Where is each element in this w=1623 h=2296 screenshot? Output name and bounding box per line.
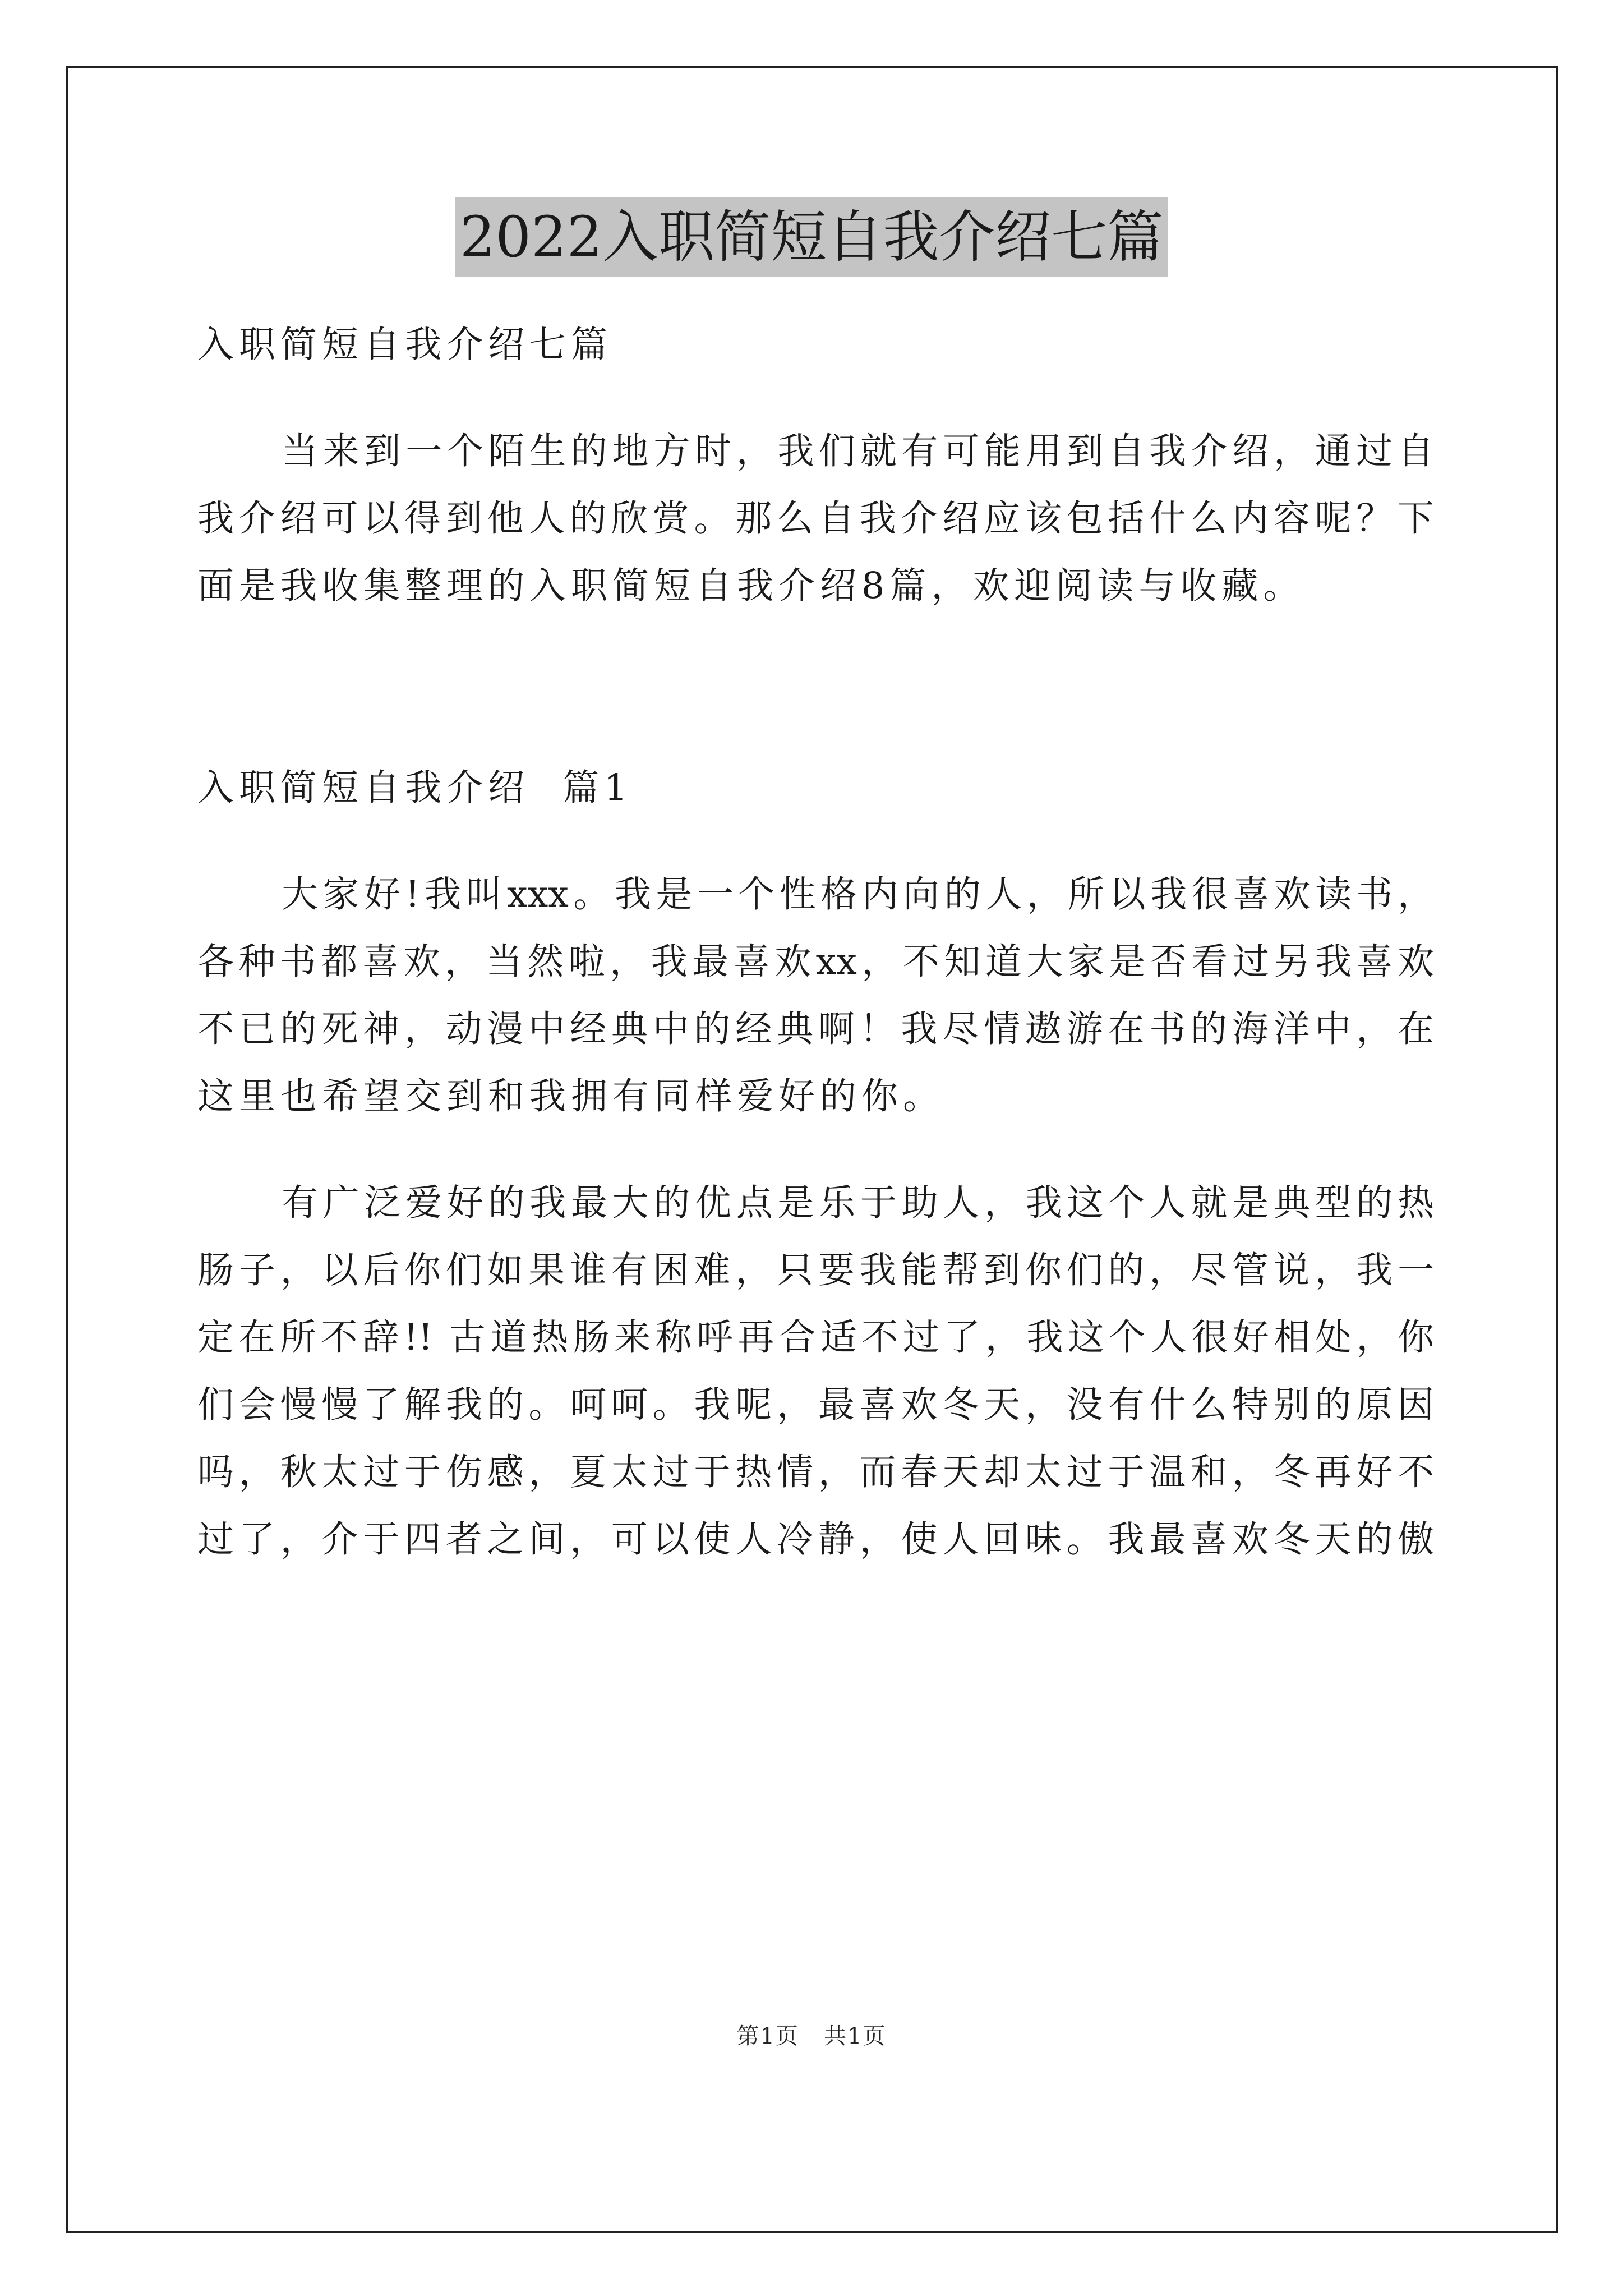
- paragraph-line: 肠子，以后你们如果谁有困难，只要我能帮到你们的，尽管说，我一: [197, 1249, 1434, 1291]
- paragraph-line: 大家好!我叫xxx。我是一个性格内向的人，所以我很喜欢读书，: [282, 873, 1434, 915]
- page-footer: 第1页 共1页: [736, 2023, 887, 2049]
- paragraph-line: 定在所不辞!! 古道热肠来称呼再合适不过了，我这个人很好相处，你: [197, 1317, 1434, 1359]
- intro-line: 面是我收集整理的入职简短自我介绍8篇，欢迎阅读与收藏。: [197, 565, 1305, 607]
- title-container: [0, 197, 1623, 277]
- paragraph-line: 各种书都喜欢，当然啦，我最喜欢xx，不知道大家是否看过另我喜欢: [197, 941, 1434, 983]
- intro-line: 我介绍可以得到他人的欣赏。那么自我介绍应该包括什么内容呢？下: [197, 498, 1434, 540]
- paragraph-line: 们会慢慢了解我的。呵呵。我呢，最喜欢冬天，没有什么特别的原因: [197, 1384, 1434, 1426]
- paragraph-line: 这里也希望交到和我拥有同样爱好的你。: [197, 1075, 945, 1117]
- paragraph-line: 过了，介于四者之间，可以使人冷静，使人回味。我最喜欢冬天的傲: [197, 1519, 1434, 1561]
- document-title: 2022入职简短自我介绍七篇: [455, 197, 1168, 277]
- paragraph-line: 吗，秋太过于伤感，夏太过于热情，而春天却太过于温和，冬再好不: [197, 1451, 1434, 1493]
- paragraph-line: 有广泛爱好的我最大的优点是乐于助人，我这个人就是典型的热: [282, 1182, 1434, 1224]
- section-heading: 入职简短自我介绍 篇1: [197, 767, 633, 809]
- subtitle: 入职简短自我介绍七篇: [197, 324, 613, 366]
- intro-line: 当来到一个陌生的地方时，我们就有可能用到自我介绍，通过自: [282, 430, 1434, 472]
- paragraph-line: 不已的死神，动漫中经典中的经典啊！我尽情遨游在书的海洋中，在: [197, 1008, 1434, 1050]
- document-body: [197, 311, 1434, 1573]
